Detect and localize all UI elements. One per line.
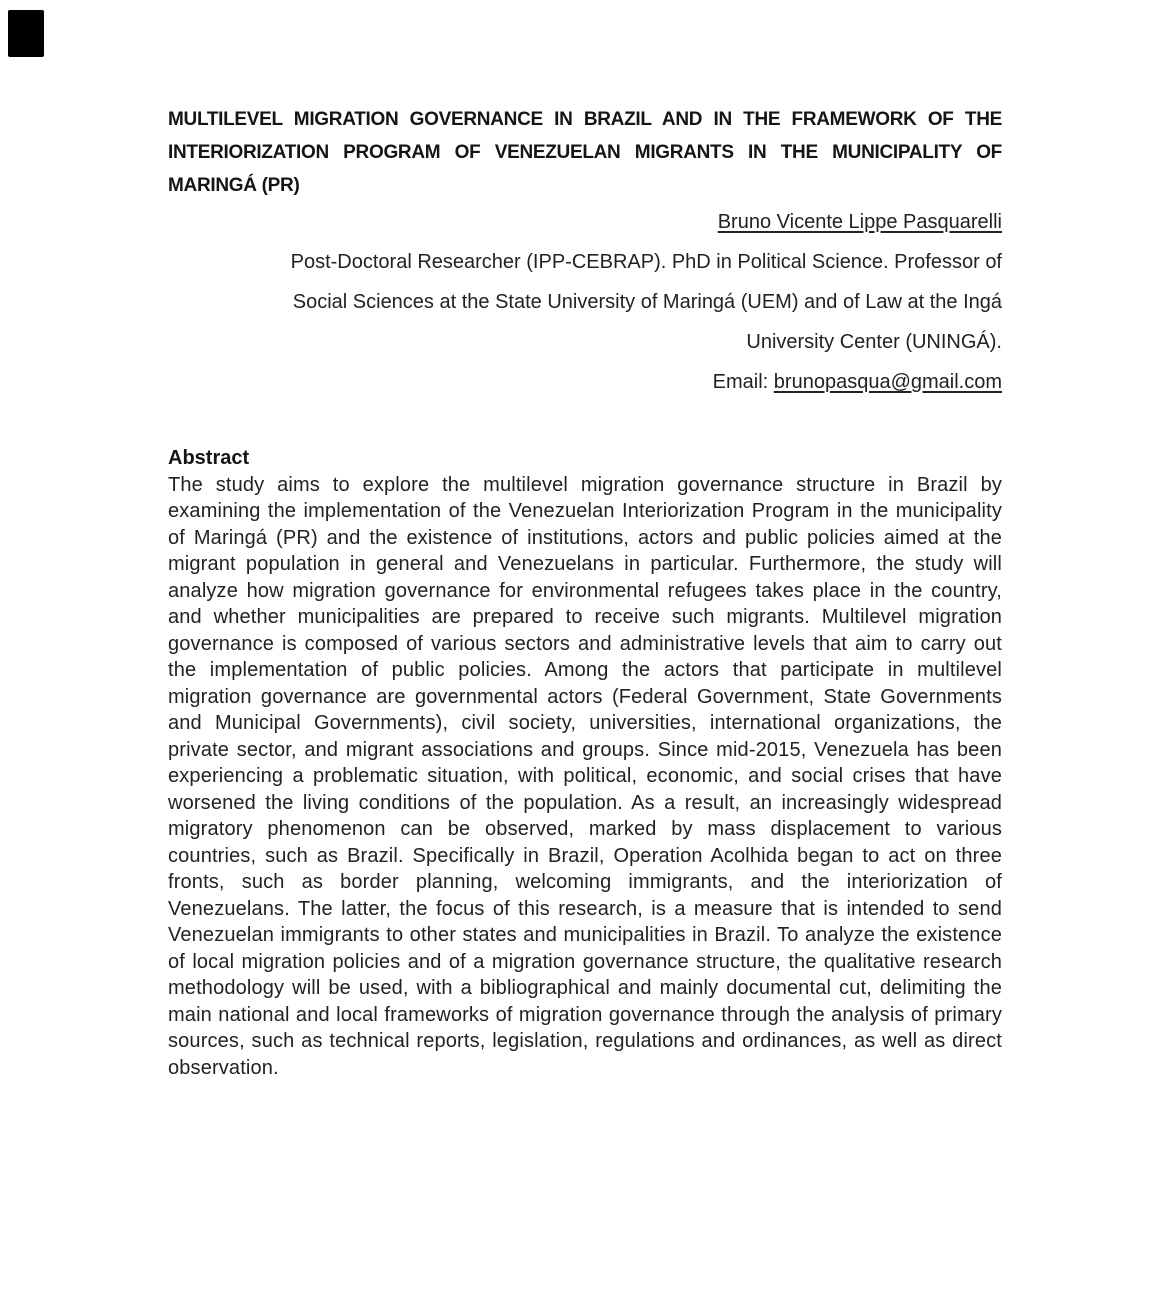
affiliation-line-2: Social Sciences at the State University of Maringá (UEM) and of Law at the Ingá: [292, 291, 1002, 313]
author-name: Bruno Vicente Lippe Pasquarelli: [717, 211, 1002, 233]
author-block: [168, 202, 1002, 402]
email-label: Email:: [712, 371, 774, 393]
abstract-heading: Abstract: [168, 447, 250, 469]
abstract-section: [168, 445, 1002, 1081]
affiliation-line-1: Post-Doctoral Researcher (IPP-CEBRAP). PhD in Political Science. Professor of: [290, 251, 1002, 273]
affiliation-line-3: University Center (UNINGÁ).: [746, 331, 1002, 353]
email-line: [168, 362, 1002, 402]
paper-title: MULTILEVEL MIGRATION GOVERNANCE IN BRAZIL AND IN THE FRAMEWORK OF THE INTERIORIZATION PROGRAM OF VENEZUELAN MIGRANTS IN THE MUNICIPALITY OF MARINGÁ (PR): [168, 109, 1002, 196]
scan-artifact: [8, 10, 44, 57]
email-link[interactable]: brunopasqua@gmail.com: [773, 371, 1002, 393]
abstract-body: The study aims to explore the multilevel migration governance structure in Brazil by examining the implementation of the Venezuelan Interiorization Program in the municipality of Maringá (PR) and the existence of institutions, actors and public policies aimed at the migrant population in general and Venezuelans in particular. Furthermore, the study will analyze how migration governance for environmental refugees takes place in the country, and whether municipalities are prepared to receive such migrants. Multilevel migration governance is composed of various sectors and administrative levels that aim to carry out the implementation of public policies. Among the actors that participate in multilevel migration governance are governmental actors (Federal Government, State Governments and Municipal Governments), civil society, universities, international organizations, the private sector, and migrant associations and groups. Since mid-2015, Venezuela has been experiencing a problematic situation, with political, economic, and social crises that have worsened the living conditions of the population. As a result, an increasingly widespread migratory phenomenon can be observed, marked by mass displacement to various countries, such as Brazil. Specifically in Brazil, Operation Acolhida began to act on three fronts, such as border planning, welcoming immigrants, and the interiorization of Venezuelans. The latter, the focus of this research, is a measure that is intended to send Venezuelan immigrants to other states and municipalities in Brazil. To analyze the existence of local migration policies and of a migration governance structure, the qualitative research methodology will be used, with a bibliographical and mainly documental cut, delimiting the main national and local frameworks of migration governance through the analysis of primary sources, such as technical reports, legislation, regulations and ordinances, as well as direct observation.: [168, 473, 1002, 1079]
